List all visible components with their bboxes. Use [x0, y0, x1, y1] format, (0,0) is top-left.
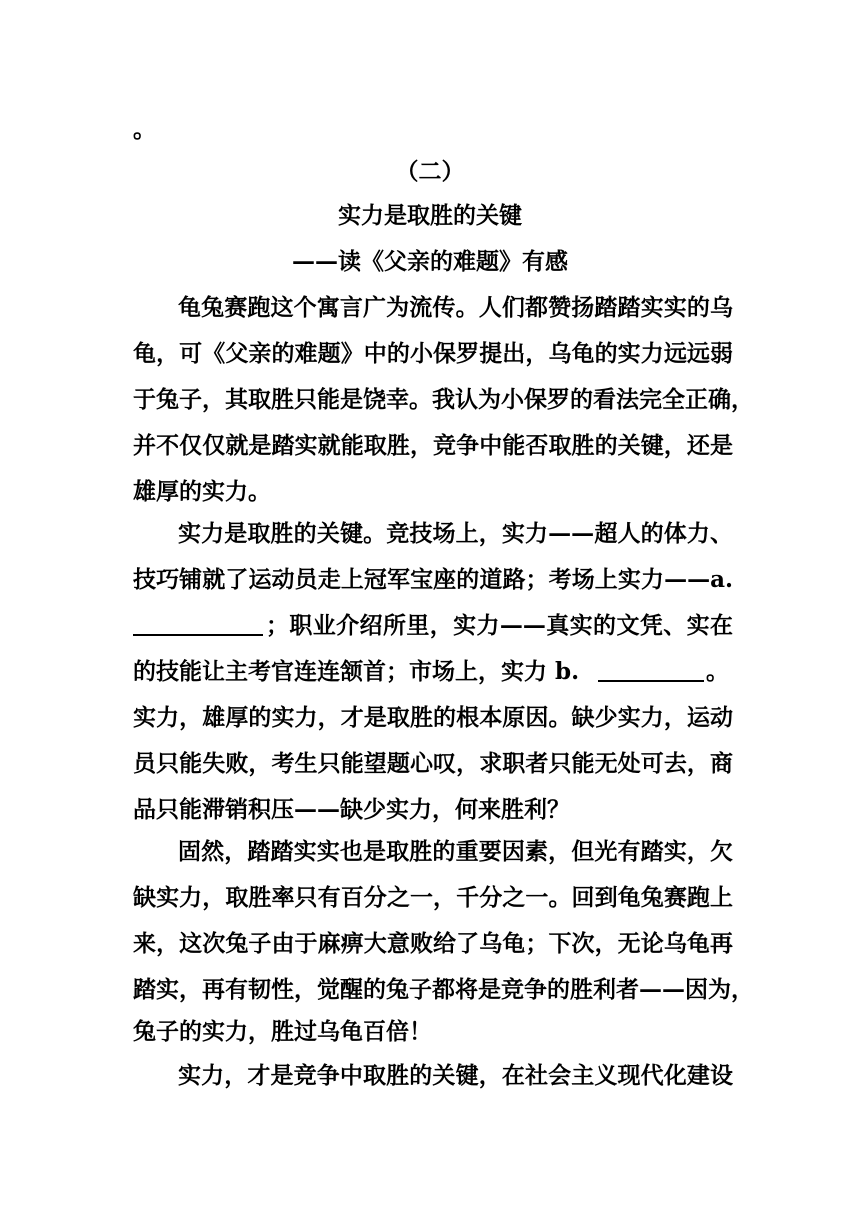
essay-title: 实力是取胜的关键 [338, 202, 522, 229]
paragraph-3-line-2: 缺实力，取胜率只有百分之一，千分之一。回到龟兔赛跑上 [133, 884, 733, 911]
paragraph-2-line-7: 品只能滞销积压——缺少实力，何来胜利？ [133, 796, 570, 823]
top-mark: 。 [133, 116, 156, 143]
paragraph-3-line-1: 固然，踏踏实实也是取胜的重要因素，但光有踏实，欠 [178, 838, 733, 865]
fill-blank-a[interactable] [133, 612, 263, 636]
paragraph-2-line-4: 的技能让主考官连连颔首；市场上，实力 b. [133, 658, 580, 685]
paragraph-2-line-4-end: 。 [706, 658, 729, 685]
essay-subtitle: ——读《父亲的难题》有感 [292, 248, 568, 275]
paragraph-2-line-3: ；职业介绍所里，实力——真实的文凭、实在 [266, 612, 733, 639]
paragraph-1-line-5: 雄厚的实力。 [133, 478, 271, 505]
paragraph-1-line-1: 龟兔赛跑这个寓言广为流传。人们都赞扬踏踏实实的乌 [178, 294, 733, 321]
paragraph-3-line-3: 来，这次兔子由于麻痹大意败给了乌龟；下次，无论乌龟再 [133, 930, 733, 957]
paragraph-3-line-5: 兔子的实力，胜过乌龟百倍！ [133, 1018, 432, 1045]
paragraph-2-line-6: 员只能失败，考生只能望题心叹，求职者只能无处可去，商 [133, 750, 733, 777]
paragraph-1-line-2: 龟，可《父亲的难题》中的小保罗提出，乌龟的实力远远弱 [133, 340, 733, 367]
paragraph-1-line-3: 于兔子，其取胜只能是饶幸。我认为小保罗的看法完全正确， [133, 386, 754, 413]
paragraph-2-line-2: 技巧铺就了运动员走上冠军宝座的道路；考场上实力——a. [133, 566, 733, 593]
paragraph-2-line-5: 实力，雄厚的实力，才是取胜的根本原因。缺少实力，运动 [133, 704, 733, 731]
fill-blank-b[interactable] [598, 658, 704, 682]
section-label: （二） [395, 158, 465, 185]
paragraph-3-line-4: 踏实，再有韧性，觉醒的兔子都将是竞争的胜利者——因为， [133, 976, 754, 1003]
paragraph-1-line-4: 并不仅仅就是踏实就能取胜，竞争中能否取胜的关键，还是 [133, 432, 733, 459]
paragraph-4-line-1: 实力，才是竞争中取胜的关键，在社会主义现代化建设 [178, 1062, 733, 1089]
paragraph-2-line-1: 实力是取胜的关键。竞技场上，实力——超人的体力、 [178, 520, 733, 547]
